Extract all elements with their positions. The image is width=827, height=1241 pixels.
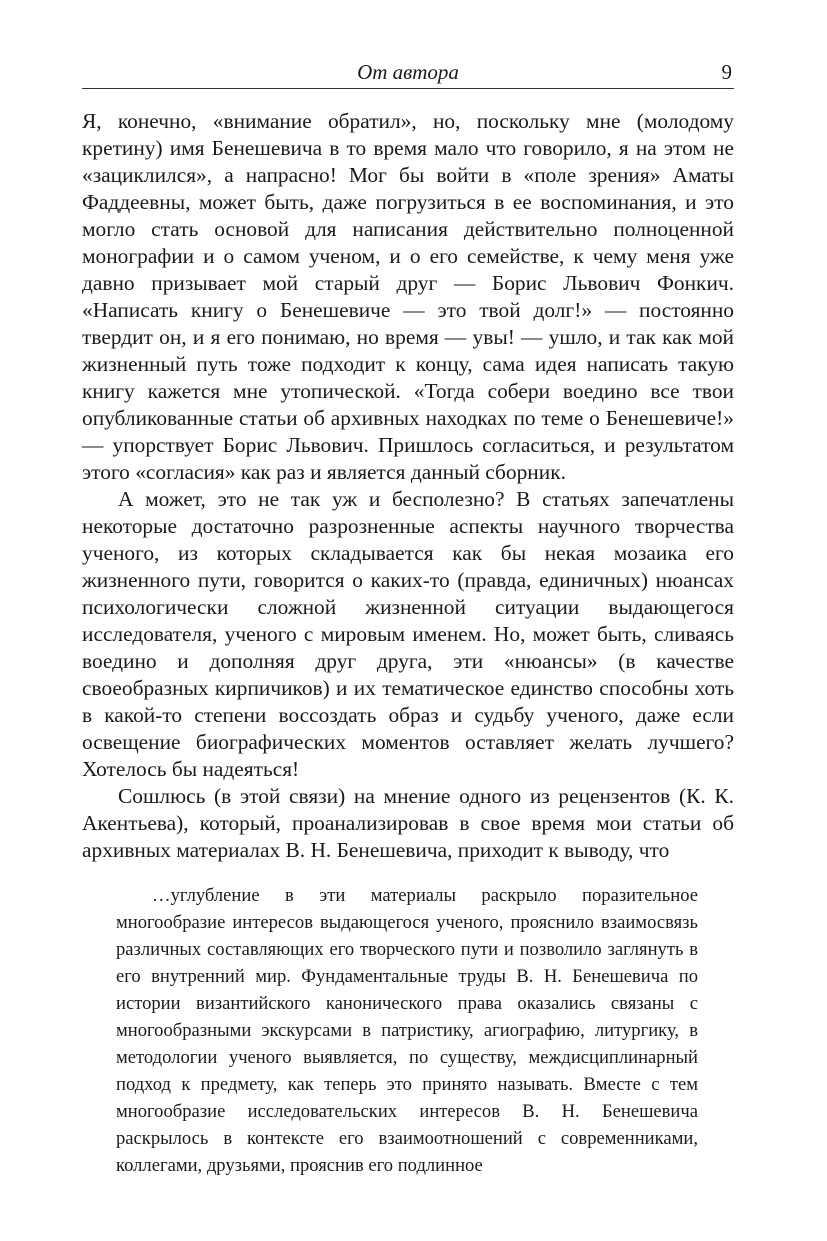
running-header bbox=[82, 58, 734, 89]
page-number: 9 bbox=[721, 60, 732, 84]
block-quote bbox=[116, 882, 698, 1179]
paragraph-2: А может, это не так уж и бесполезно? В статьях запечатлены некоторые достаточно разрозненные аспекты научного творчества ученого, из которых складывается как бы некая мозаика его жизненного пути, говорится о каких-то (правда, единичных) нюансах психологически сложной жизненной ситуации выдающегося исследователя, ученого с мировым именем. Но, может быть, сливаясь воедино и дополняя друг друга, эти «нюансы» (в качестве своеобразных кирпичиков) и их тематическое единство способны хоть в какой-то степени воссоздать образ и судьбу ученого, даже если освещение биографических моментов оставляет желать лучшего? Хотелось бы надеяться! bbox=[82, 487, 734, 781]
paragraph-1: Я, конечно, «внимание обратил», но, поскольку мне (молодому кретину) имя Бенешевича в то время мало что говорило, я на этом не «зациклился», а напрасно! Мог бы войти в «поле зрения» Аматы Фаддеевны, может быть, даже погрузиться в ее воспоминания, и это могло стать основой для написания действительно полноценной монографии и о самом ученом, и о его семействе, к чему меня уже давно призывает мой старый друг — Борис Львович Фонкич. «Написать книгу о Бенешевиче — это твой долг!» — постоянно твердит он, и я его понимаю, но время — увы! — ушло, и так как мой жизненный путь тоже подходит к концу, сама идея написать такую книгу кажется мне утопической. «Тогда собери воедино все твои опубликованные статьи об архивных находках по теме о Бенешевиче!» — упорствует Борис Львович. Пришлось согласиться, и результатом этого «согласия» как раз и является данный сборник. bbox=[82, 109, 734, 484]
running-title: От автора bbox=[357, 60, 459, 84]
quote-text: …углубление в эти материалы раскрыло поразительное многообразие интересов выдающегося ученого, прояснило взаимосвязь различных составляющих его творческого пути и позволило заглянуть в его внутренний мир. Фундаментальные труды В. Н. Бенешевича по истории византийского канонического права оказались связаны с многообразными экскурсами в патристику, агиографию, литургику, в методологии ученого выявляется, по существу, междисциплинарный подход к предмету, как теперь это принято называть. Вместе с тем многообразие исследовательских интересов В. Н. Бенешевича раскрылось в контексте его взаимоотношений с современниками, коллегами, друзьями, прояснив его подлинное bbox=[116, 885, 698, 1176]
paragraph-3: Сошлюсь (в этой связи) на мнение одного из рецензентов (К. К. Акентьева), который, проанализировав в свое время мои статьи об архивных материалах В. Н. Бенешевича, приходит к выводу, что bbox=[82, 784, 734, 862]
main-text bbox=[82, 108, 734, 864]
